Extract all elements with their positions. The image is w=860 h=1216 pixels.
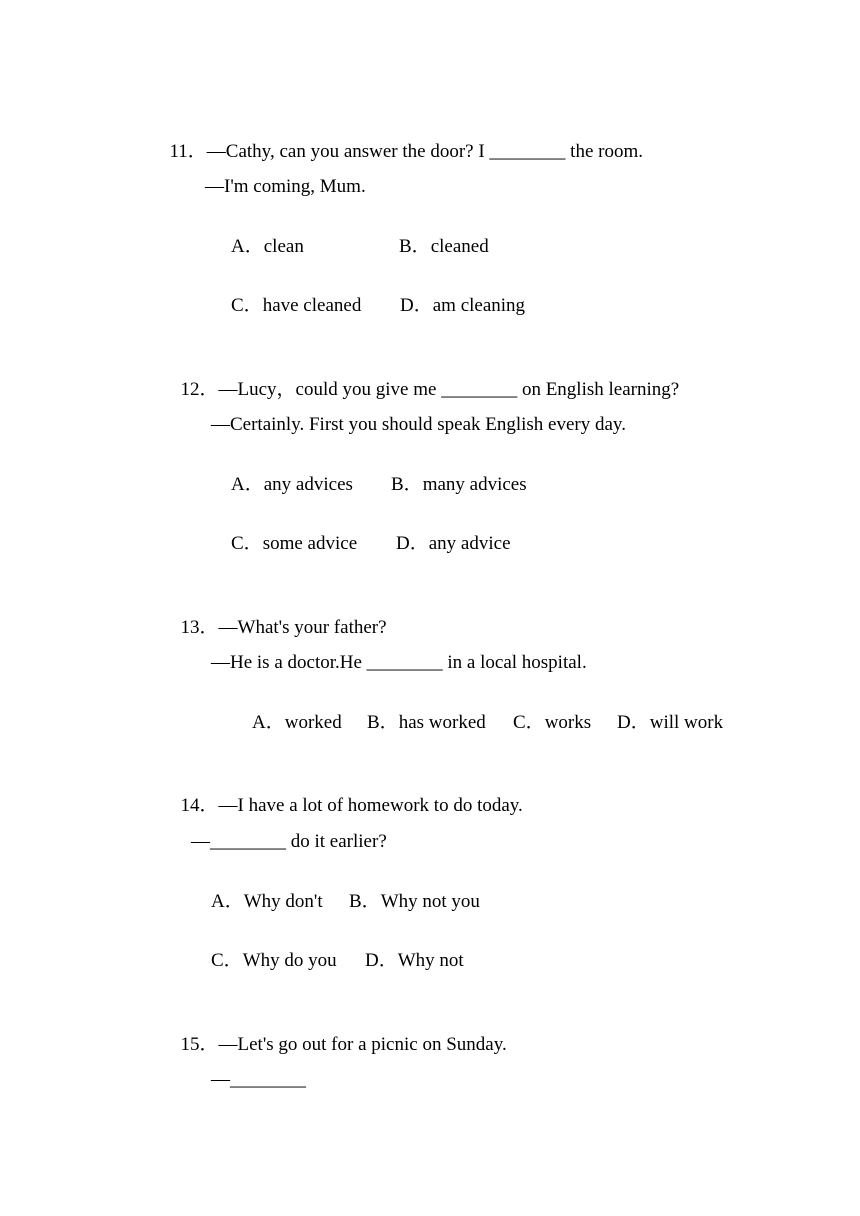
option-text: will work xyxy=(649,712,724,733)
q11-option-d[interactable] xyxy=(400,294,525,318)
option-letter: B． xyxy=(367,712,399,733)
option-letter: D． xyxy=(396,533,429,554)
question-number: 12． xyxy=(180,379,219,400)
q12-option-b[interactable] xyxy=(391,473,527,497)
question-number: 15． xyxy=(180,1034,219,1055)
option-letter: A． xyxy=(252,712,285,733)
option-text: works xyxy=(544,712,592,733)
option-text: am cleaning xyxy=(432,295,526,316)
question-number: 14． xyxy=(180,795,219,816)
question-number: 11． xyxy=(169,141,207,162)
q13-option-d[interactable] xyxy=(617,711,723,735)
q13-option-b[interactable] xyxy=(367,711,486,735)
q14-option-c[interactable] xyxy=(211,949,337,973)
option-text: Why do you xyxy=(242,950,337,971)
option-letter: C． xyxy=(513,712,545,733)
option-text: many advices xyxy=(422,474,527,495)
q14-option-d[interactable] xyxy=(365,949,464,973)
q13-option-c[interactable] xyxy=(513,711,591,735)
option-letter: C． xyxy=(211,950,243,971)
q12-option-c[interactable] xyxy=(231,532,357,556)
q11-option-b[interactable] xyxy=(399,235,489,259)
option-letter: C． xyxy=(231,295,263,316)
question-12-response: —Certainly. First you should speak English every day. xyxy=(211,414,626,435)
q14-option-b[interactable] xyxy=(349,890,480,914)
option-letter: D． xyxy=(365,950,398,971)
question-14-response: —________ do it earlier? xyxy=(191,831,387,852)
option-text: any advice xyxy=(428,533,511,554)
option-text: Why not you xyxy=(380,891,480,912)
question-prompt: —I have a lot of homework to do today. xyxy=(218,795,523,816)
question-15 xyxy=(171,1009,507,1057)
option-letter: B． xyxy=(399,236,431,257)
question-13 xyxy=(171,592,387,640)
question-prompt: —Let's go out for a picnic on Sunday. xyxy=(218,1034,507,1055)
option-text: has worked xyxy=(398,712,486,733)
question-15-response: —________ xyxy=(211,1069,306,1090)
option-text: any advices xyxy=(263,474,353,495)
question-prompt: —Lucy，could you give me ________ on English learning? xyxy=(218,379,680,400)
option-text: some advice xyxy=(262,533,358,554)
q12-option-d[interactable] xyxy=(396,532,511,556)
question-prompt: —What's your father? xyxy=(218,617,387,638)
option-letter: B． xyxy=(349,891,381,912)
option-text: clean xyxy=(263,236,304,257)
option-letter: D． xyxy=(617,712,650,733)
question-12 xyxy=(171,354,679,402)
q11-option-c[interactable] xyxy=(231,294,361,318)
option-text: have cleaned xyxy=(262,295,362,316)
question-13-response: —He is a doctor.He ________ in a local hospital. xyxy=(211,652,587,673)
option-text: Why don't xyxy=(243,891,323,912)
option-letter: A． xyxy=(231,236,264,257)
option-letter: A． xyxy=(211,891,244,912)
option-letter: B． xyxy=(391,474,423,495)
question-11-response: —I'm coming, Mum. xyxy=(205,176,366,197)
q14-option-a[interactable] xyxy=(211,890,323,914)
option-letter: D． xyxy=(400,295,433,316)
question-number: 13． xyxy=(180,617,219,638)
question-14 xyxy=(171,770,523,818)
q13-option-a[interactable] xyxy=(252,711,342,735)
q12-option-a[interactable] xyxy=(231,473,353,497)
option-text: Why not xyxy=(397,950,464,971)
question-11 xyxy=(160,116,643,164)
option-text: cleaned xyxy=(430,236,489,257)
question-prompt: —Cathy, can you answer the door? I ________ the room. xyxy=(206,141,643,162)
option-text: worked xyxy=(284,712,342,733)
q11-option-a[interactable] xyxy=(231,235,304,259)
option-letter: C． xyxy=(231,533,263,554)
option-letter: A． xyxy=(231,474,264,495)
